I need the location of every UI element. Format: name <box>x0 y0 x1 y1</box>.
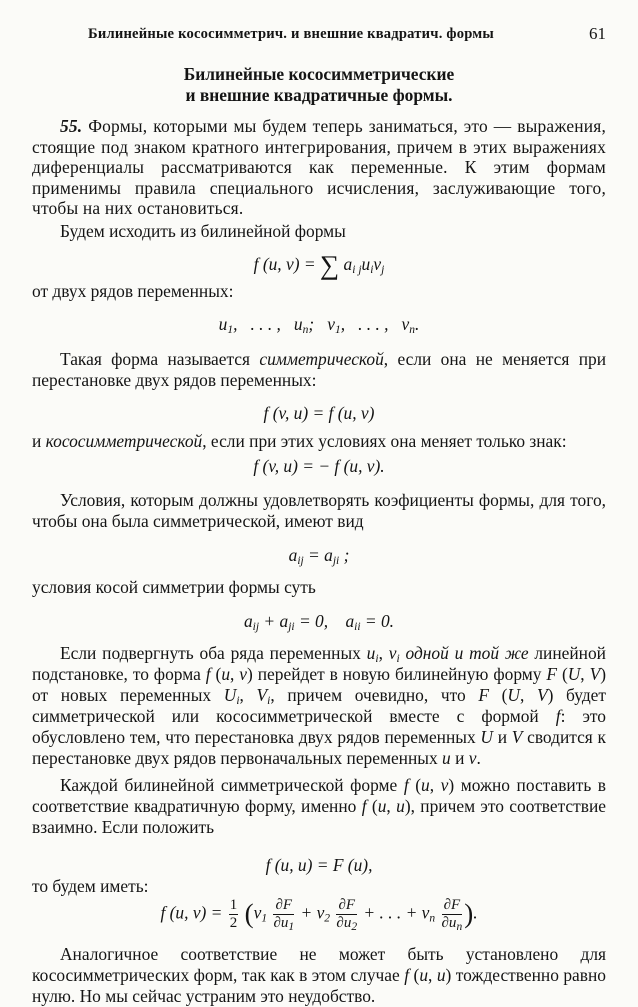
paragraph-bilinear-form: Будем исходить из билинейной формы <box>60 220 346 241</box>
running-header <box>32 22 606 46</box>
paragraph-two-rows: от двух рядов переменных: <box>32 280 234 301</box>
text: Аналогичное соответствие не может быть установлено для кососимметрических форм, так как в этом случае <box>32 943 606 985</box>
paragraph-intro <box>32 116 606 219</box>
running-title: Билинейные кососимметрич. и внешние квадратич. формы <box>88 26 495 42</box>
formula-skew-coefficients: $a_{ij} + a_{ji} = 0$, $a_{ii} = 0$. <box>243 610 395 633</box>
text: . <box>476 747 481 768</box>
text: одной и той же <box>399 642 529 663</box>
fraction: $\frac{\partial F}{\partial u_n}$ <box>441 896 463 933</box>
text: и <box>450 747 469 768</box>
text: перейдет в новую билинейную форму <box>252 663 547 684</box>
paragraph-symmetric <box>32 349 606 391</box>
text: Каждой билинейной симметрической форме <box>60 774 404 795</box>
text: будет симметрической или кососимметрической вместе с формой <box>32 684 606 726</box>
paragraph-number: 55. <box>60 116 83 136</box>
paragraph-then: то будем иметь: <box>32 875 149 896</box>
section-title-line-1: Билинейные кососимметрические <box>183 64 455 84</box>
term-skew-symmetric: кососимметрической <box>45 430 203 451</box>
text: , причем очевидно, что <box>270 684 479 705</box>
text: тождественно равно нулю. Но мы сейчас устраним это неудобство. <box>32 964 606 1006</box>
text: : это обусловлено тем, что перестановка двух рядов переменных <box>32 705 607 747</box>
section-title <box>32 64 606 106</box>
formula-polarization: f (u, v) = $\frac{1}{2}$ ($v_1$ $\frac{\partial F}{\partial u_1}$ + $v_2$ $\frac{\partial F}{\partial u_2}$ + . . . + $v_n$ $\frac{\partial F}{\partial u_n}$ ). <box>160 896 478 933</box>
paragraph-linear-substitution: Если подвергнуть оба ряда переменных $u_i$, $v_i$ одной и той же линейной подстановке, то форма f (u, v) перейдет в новую билинейную форму F (U, V) от новых переменных $U_i$, $V_i$, причем очевидно, что F (U, V) будет симметрической или кососимметрической вместе с формой f: это обусловлено тем, что перестановка двух рядов переменных U и V сводится к перестановке двух рядов первоначальных переменных u и v. <box>32 642 607 768</box>
formula-variables: $u_1$, . . . , $u_n$; $v_1$, . . . , $v_n$. <box>218 313 420 336</box>
formula-symmetric-coefficients: $a_{ij} = a_{ji}$ ; <box>288 544 350 567</box>
fraction: $\frac{\partial F}{\partial u_2}$ <box>336 896 358 933</box>
text: , если она не меняется при перестановке двух рядов переменных: <box>32 348 606 390</box>
formula-skew-symmetric: f (v, u) = − f (u, v). <box>253 455 385 476</box>
text: от новых переменных <box>32 684 224 705</box>
text: , если при этих условиях она меняет только знак: <box>202 430 567 451</box>
page <box>32 22 606 1007</box>
paragraph-skew-symmetric <box>32 431 606 452</box>
formula-symmetric: f (v, u) = f (u, v) <box>263 402 375 423</box>
formula-quadratic: f (u, u) = F (u), <box>265 854 373 875</box>
text: сводится к перестановке двух рядов первоначальных переменных <box>32 726 606 768</box>
page-number: 61 <box>589 24 606 43</box>
formula-bilinear: f (u, v) = ∑ $a_{i j}u_iv_j$ <box>253 249 385 280</box>
paragraph-coefficients: Условия, которым должны удовлетворять коэфициенты формы, для того, чтобы она была симметрической, имеют вид <box>32 489 606 531</box>
text: и <box>32 430 46 451</box>
text: Такая форма называется <box>60 348 260 369</box>
term-symmetric: симметрической <box>259 348 384 369</box>
text: и <box>492 726 512 747</box>
text: можно поставить в соответствие квадратичную форму, именно <box>32 774 607 816</box>
paragraph-skew-conditions: условия косой симметрии формы суть <box>32 576 316 597</box>
section-title-line-2: и внешние квадратичные формы. <box>185 85 453 105</box>
text: Если подвергнуть оба ряда переменных <box>60 642 367 663</box>
text: , причем это соответствие взаимно. Если положить <box>32 795 606 837</box>
fraction: $\frac{1}{2}$ <box>229 896 238 931</box>
paragraph-quadratic-form: Каждой билинейной симметрической форме f (u, v) можно поставить в соответствие квадратичную форму, именно f (u, u), причем это соответствие взаимно. Если положить <box>32 774 607 837</box>
paragraph-intro-text: Формы, которыми мы будем теперь заниматься, это — выражения, стоящие под знаком кратного интегрирования, причем в этих выражениях диференциалы рассматриваются как переменные. К этим формам применимы правила специального исчисления, заслуживающие того, чтобы на них остановиться. <box>32 116 606 219</box>
fraction: $\frac{\partial F}{\partial u_1}$ <box>273 896 295 933</box>
paragraph-analogous: Аналогичное соответствие не может быть установлено для кососимметрических форм, так как в этом случае f (u, u) тождественно равно нулю. Но мы сейчас устраним это неудобство. <box>32 943 606 1006</box>
text: линейной подстановке, то форма <box>32 642 606 684</box>
